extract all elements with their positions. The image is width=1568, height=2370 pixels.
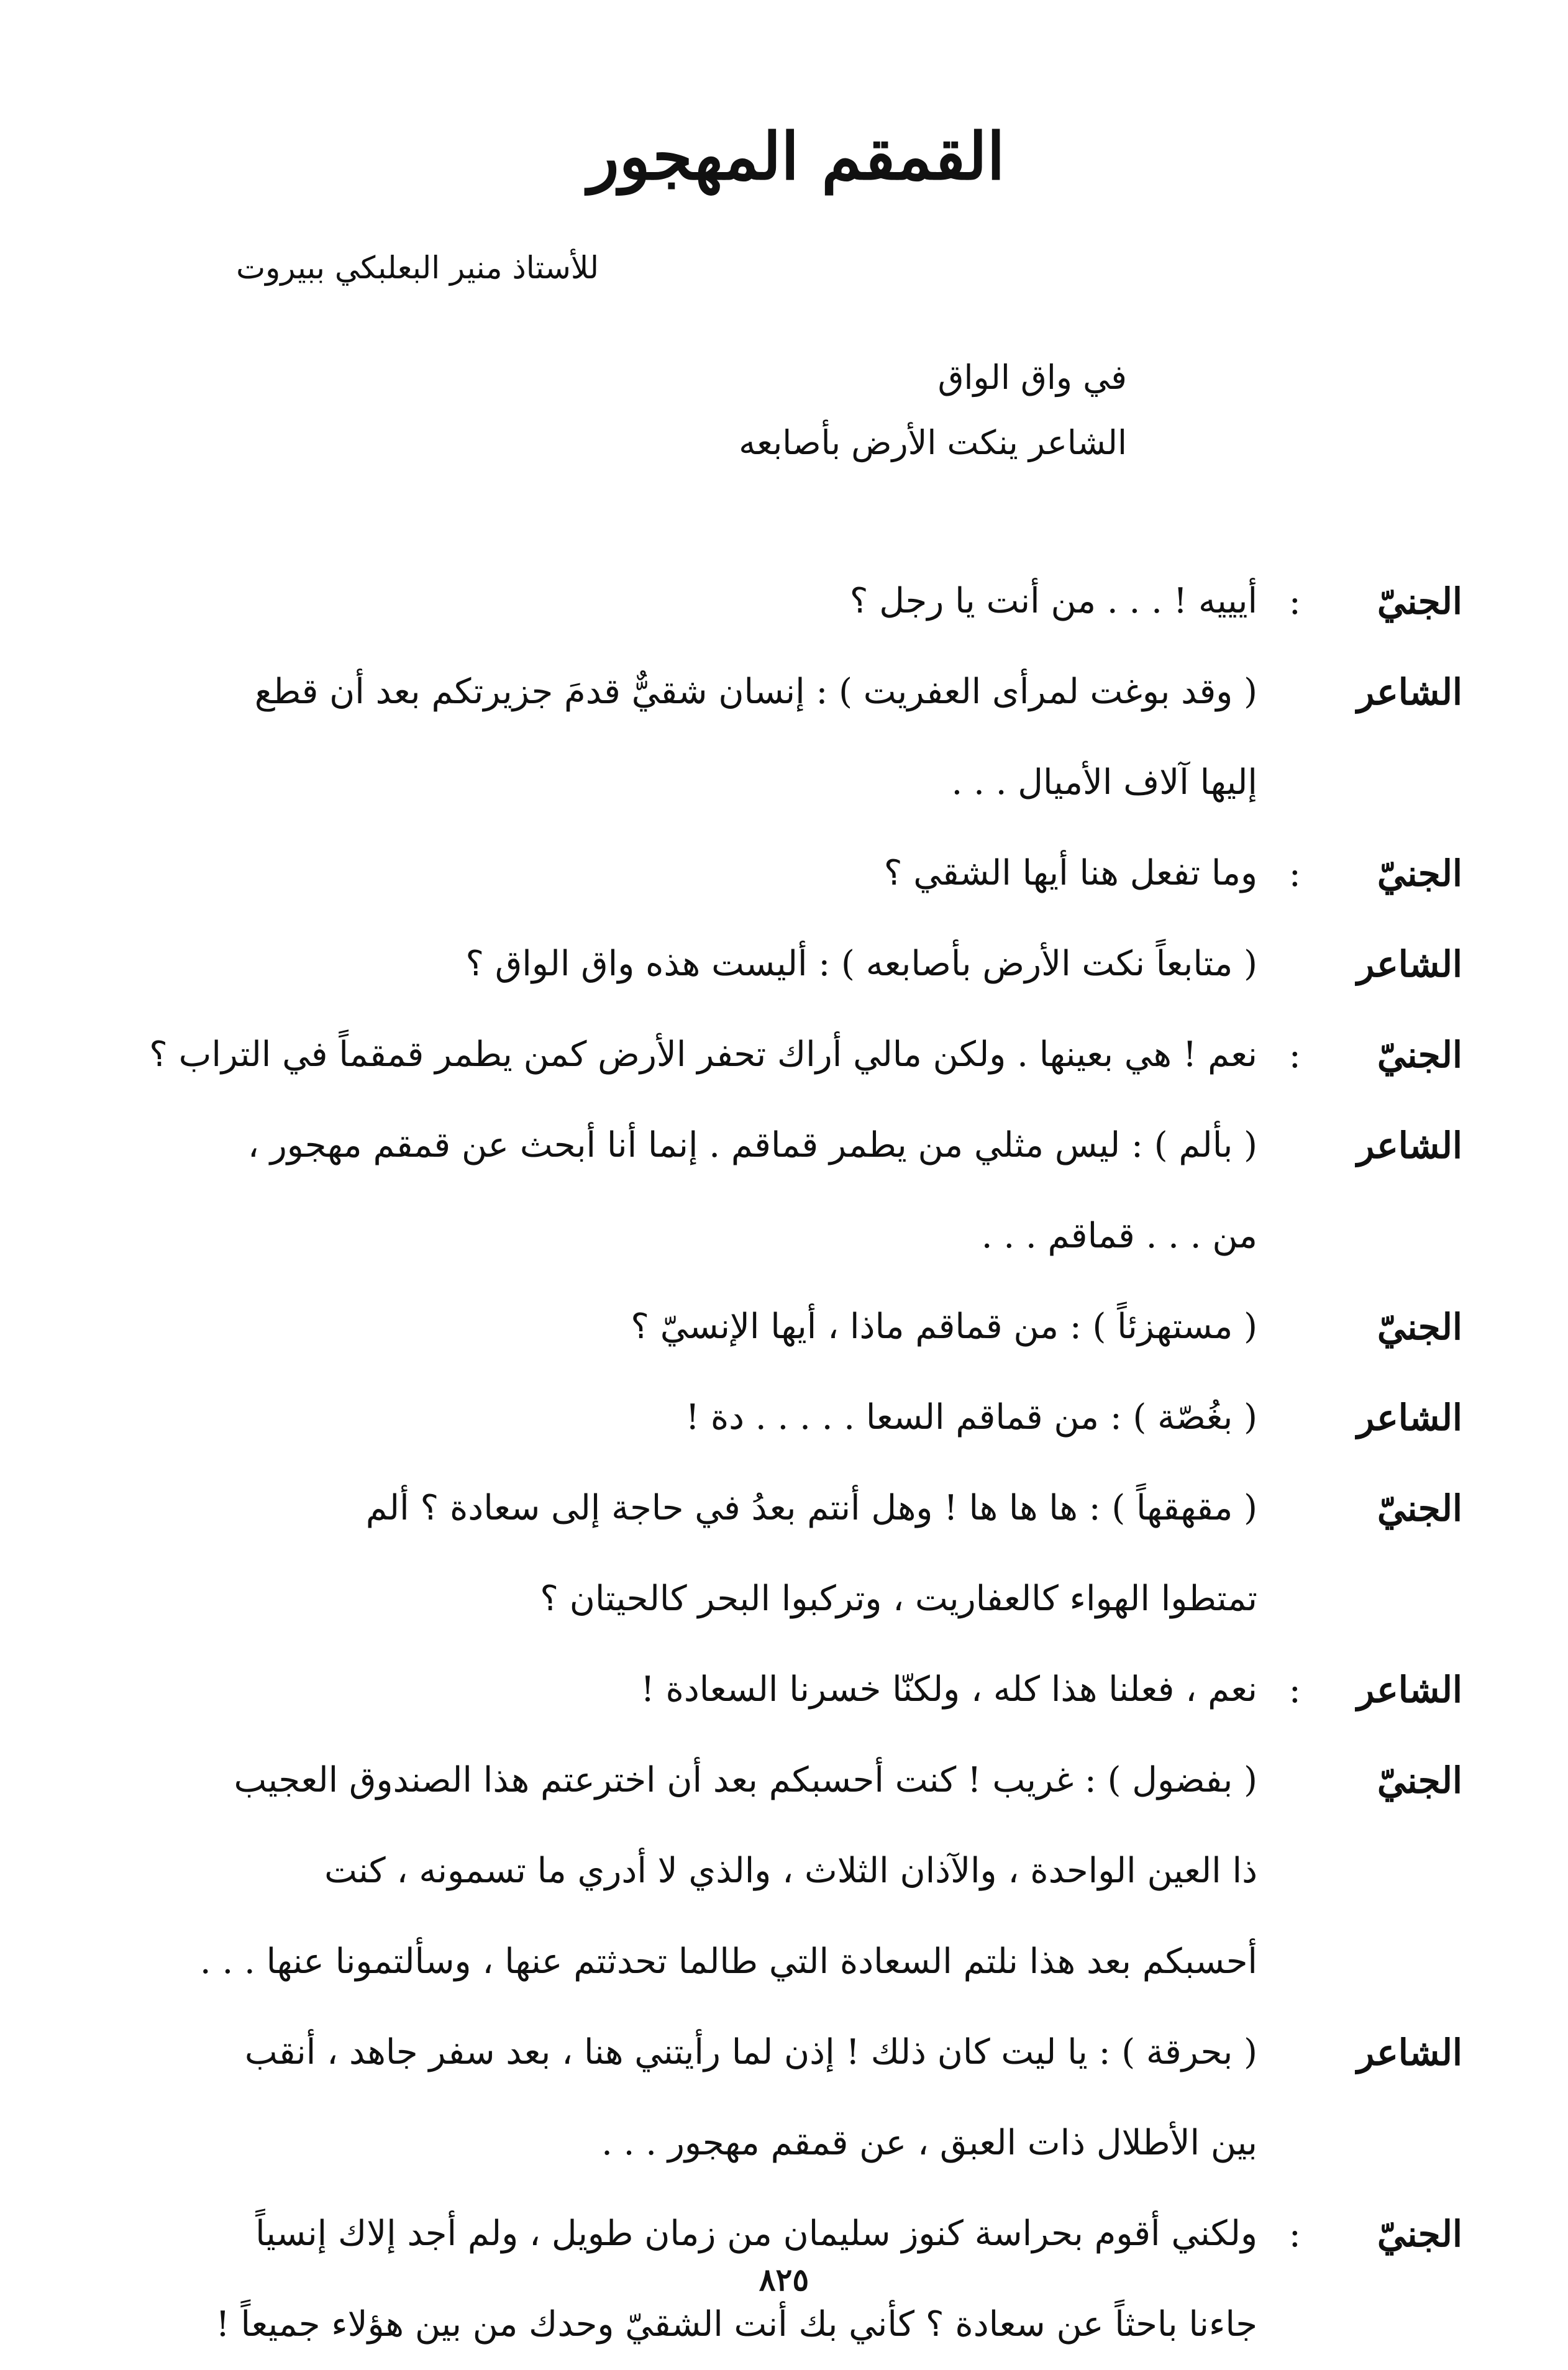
page-number: ٨٢٥ — [759, 2261, 809, 2298]
speaker-name: الشاعر — [1357, 1124, 1462, 1167]
dialogue-turn — [108, 647, 1462, 828]
speaker-name: الجنيّ — [1377, 1034, 1462, 1076]
dialogue-line: أيييه ! . . . من أنت يا رجل ؟ — [849, 581, 1257, 621]
setting-line: في واق الواق — [937, 358, 1127, 397]
dialogue-turn — [108, 1735, 1462, 2007]
speaker-name: الشاعر — [1357, 1669, 1462, 1711]
dialogue-line: نعم ، فعلنا هذا كله ، ولكنّا خسرنا السعادة ! — [640, 1669, 1257, 1710]
speaker-colon: : — [1288, 580, 1301, 622]
speaker-name: الجنيّ — [1377, 1759, 1462, 1802]
dialogue-line: وما تفعل هنا أيها الشقي ؟ — [883, 853, 1257, 893]
dialogue-line: بين الأطلال ذات العبق ، عن قمقم مهجور . . . — [601, 2123, 1257, 2163]
dialogue-turn — [108, 919, 1462, 1010]
dialogue-line: أحسبكم بعد هذا نلتم السعادة التي طالما تحدثتم عنها ، وسألتمونا عنها . . . — [199, 1941, 1257, 1982]
speaker-name: الشاعر — [1357, 671, 1462, 713]
speaker-colon: : — [1288, 2213, 1301, 2255]
dialogue-turn — [108, 1100, 1462, 1282]
dialogue-line: ( متابعاً نكت الأرض بأصابعه ) : أليست هذه واق الواق ؟ — [465, 944, 1257, 984]
dialogue-line: ( بفضول ) : غريب ! كنت أحسبكم بعد أن اخترعتم هذا الصندوق العجيب — [234, 1760, 1257, 1800]
dialogue-line: ( بحرقة ) : يا ليت كان ذلك ! إذن لما رأيتني هنا ، بعد سفر جاهد ، أنقب — [244, 2032, 1257, 2072]
dialogue-line: جاءنا باحثاً عن سعادة ؟ كأني بك أنت الشقيّ وحدك من بين هؤلاء جميعاً ! — [216, 2304, 1257, 2345]
speaker-name: الشاعر — [1357, 943, 1462, 985]
author-byline: للأستاذ منير البعلبكي ببيروت — [236, 250, 599, 286]
dialogue-turn — [108, 1644, 1462, 1735]
speaker-colon: : — [1288, 1034, 1301, 1076]
dialogue-line: ولكني أقوم بحراسة كنوز سليمان من زمان طويل ، ولم أجد إلاك إنسياً — [255, 2213, 1257, 2254]
dialogue — [108, 556, 1462, 2370]
dialogue-line: ( بألم ) : ليس مثلي من يطمر قماقم . إنما أنا أبحث عن قمقم مهجور ، — [247, 1125, 1257, 1165]
speaker-name: الشاعر — [1357, 2031, 1462, 2074]
dialogue-line: إليها آلاف الأميال . . . — [951, 762, 1257, 803]
dialogue-turn — [108, 1282, 1462, 1372]
dialogue-line: من . . . قماقم . . . — [981, 1216, 1257, 1256]
stage-setting — [739, 345, 1127, 475]
speaker-colon: : — [1288, 1669, 1301, 1711]
dialogue-line: ذا العين الواحدة ، والآذان الثلاث ، والذي لا أدري ما تسمونه ، كنت — [324, 1851, 1257, 1891]
dialogue-line: تمتطوا الهواء كالعفاريت ، وتركبوا البحر كالحيتان ؟ — [540, 1579, 1257, 1619]
speaker-name: الجنيّ — [1377, 852, 1462, 895]
dialogue-turn — [108, 1010, 1462, 1100]
page-title: القمقم المهجور — [588, 118, 1005, 194]
dialogue-line: ( مقهقهاً ) : ها ها ها ! وهل أنتم بعدُ في حاجة إلى سعادة ؟ ألم — [365, 1488, 1257, 1528]
speaker-name: الجنيّ — [1377, 580, 1462, 622]
speaker-name: الجنيّ — [1377, 1306, 1462, 1348]
dialogue-turn — [108, 1372, 1462, 1463]
dialogue-turn — [108, 2007, 1462, 2189]
dialogue-turn — [108, 828, 1462, 919]
dialogue-turn — [108, 1463, 1462, 1644]
dialogue-line: نعم ! هي بعينها . ولكن مالي أراك تحفر الأرض كمن يطمر قمقماً في التراب ؟ — [149, 1034, 1257, 1075]
speaker-name: الشاعر — [1357, 1397, 1462, 1439]
dialogue-turn — [108, 556, 1462, 647]
speaker-name: الجنيّ — [1377, 1487, 1462, 1529]
dialogue-line: ( بغُصّة ) : من قماقم السعا . . . . . دة ! — [685, 1397, 1257, 1438]
dialogue-line: ( مستهزئاً ) : من قماقم ماذا ، أيها الإنسيّ ؟ — [631, 1306, 1257, 1347]
dialogue-line: ( وقد بوغت لمرأى العفريت ) : إنسان شقيٌّ قدمَ جزيرتكم بعد أن قطع — [254, 672, 1257, 712]
setting-line: الشاعر ينكت الأرض بأصابعه — [739, 423, 1127, 462]
speaker-name: الجنيّ — [1377, 2213, 1462, 2255]
speaker-colon: : — [1288, 852, 1301, 895]
